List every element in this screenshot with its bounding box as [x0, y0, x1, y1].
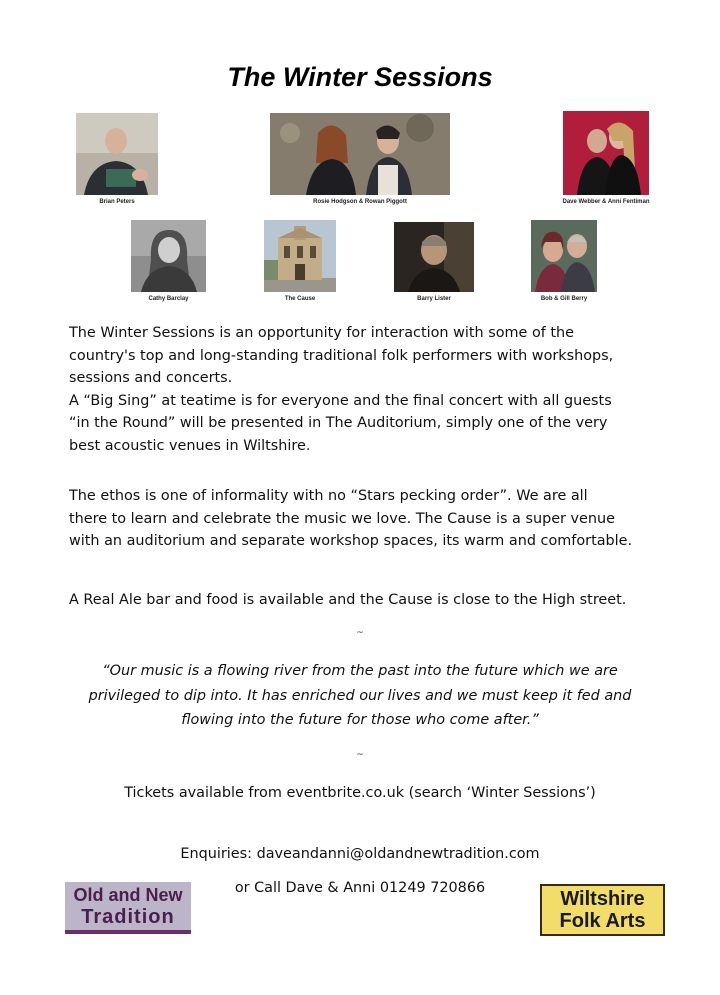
- text-line: A Real Ale bar and food is available and the Cause is close to the High street.: [69, 592, 627, 608]
- caption-cathy-barclay: Cathy Barclay: [148, 296, 189, 302]
- text-line: “in the Round” will be presented in The Auditorium, simply one of the very: [69, 415, 608, 431]
- separator: ~: [356, 628, 364, 638]
- photo-barry-lister: [394, 222, 474, 292]
- text-line: The Winter Sessions is an opportunity for interaction with some of the: [69, 325, 575, 341]
- quote-block: [70, 659, 650, 733]
- intro-paragraph: [69, 322, 669, 457]
- tickets-line: Tickets available from eventbrite.co.uk (search ‘Winter Sessions’): [124, 785, 596, 801]
- separator: ~: [356, 750, 364, 760]
- caption-brian-peters: Brian Peters: [99, 199, 135, 205]
- duo-photo-icon: [563, 111, 649, 195]
- photo-rosie-rowan: [270, 113, 450, 195]
- text-line: A “Big Sing” at teatime is for everyone and the final concert with all guests: [69, 392, 612, 409]
- ethos-paragraph: [69, 485, 669, 553]
- performer-photo-icon: [131, 220, 206, 292]
- photo-dave-anni: [563, 111, 649, 195]
- photo-the-cause: [264, 220, 336, 292]
- caption-barry-lister: Barry Lister: [417, 296, 451, 302]
- quote-line: “Our music is a flowing river from the past into the future which we are: [102, 663, 618, 679]
- quote-line: privileged to dip into. It has enriched our lives and we must keep it fed and: [88, 687, 632, 704]
- wiltshire-folk-arts-logo: [540, 884, 665, 936]
- caption-dave-anni: Dave Webber & Anni Fentiman: [562, 199, 650, 205]
- performer-photo-icon: [394, 222, 474, 292]
- venue-photo-icon: [264, 220, 336, 292]
- text-line: there to learn and celebrate the music we love. The Cause is a super venue: [69, 510, 616, 527]
- text-line: country's top and long-standing traditional folk performers with workshops,: [69, 347, 614, 364]
- caption-rosie-rowan: Rosie Hodgson & Rowan Piggott: [313, 199, 407, 205]
- logo-line: Old and New: [73, 885, 183, 905]
- photo-brian-peters: [76, 113, 158, 195]
- text-line: best acoustic venues in Wiltshire.: [69, 437, 311, 454]
- bar-paragraph: [69, 589, 669, 612]
- logo-line: Folk Arts: [559, 910, 646, 932]
- logo-line: Tradition: [81, 906, 175, 928]
- caption-the-cause: The Cause: [284, 296, 316, 302]
- caption-bob-gill: Bob & Gill Berry: [540, 296, 588, 302]
- call-line: or Call Dave & Anni 01249 720866: [234, 880, 486, 896]
- quote-line: flowing into the future for those who come after.”: [181, 712, 539, 729]
- enquiries-line: Enquiries: daveandanni@oldandnewtradition.com: [180, 846, 540, 862]
- text-line: with an auditorium and separate workshop spaces, its warm and comfortable.: [69, 533, 633, 549]
- page-title: The Winter Sessions: [227, 62, 493, 92]
- text-line: The ethos is one of informality with no “Stars pecking order”. We are all: [69, 488, 588, 504]
- logo-line: Wiltshire: [560, 888, 645, 910]
- text-line: sessions and concerts.: [69, 370, 233, 386]
- duo-photo-icon: [270, 113, 450, 195]
- photo-bob-gill: [531, 220, 597, 292]
- duo-photo-icon: [531, 220, 597, 292]
- performer-photo-icon: [76, 113, 158, 195]
- photo-cathy-barclay: [131, 220, 206, 292]
- old-and-new-tradition-logo: [65, 882, 191, 934]
